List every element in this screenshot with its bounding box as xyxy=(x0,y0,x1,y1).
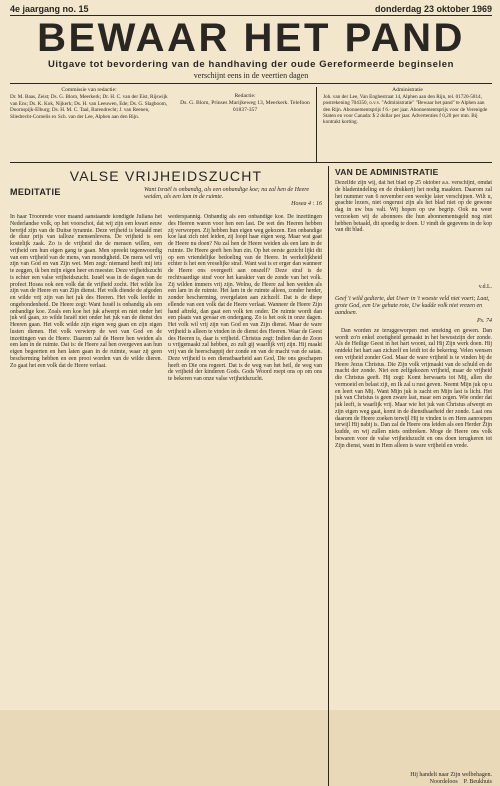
administration-signoff: v.d.L. xyxy=(478,284,492,290)
continued-article: Dan worden ze teruggeworpen met smeking en gewen. Dan wordt zo'n enkel zoetigheid gemaakt in het bewustzijn der zonde. Als de Heilige Geest in het hart woont, zal Hij Zijn werk doen. Hij ontdekt het hart aan zichzelf en leidt tot de bekering. Velen wensen een vrijheid zonder God. Maar de ware vrijheid is te vinden bij de Heere Jezus Christus. Die Zijn volk vrijmaakt van de schuld en de macht der zonde. Niet een zelfgekozen vrijheid, maar de vrijheid die Christus geeft. Hij zegt: Komt herwaarts tot Mij, allen die vermoeid en belast zijt, en Ik zal u rust geven. Neemt Mijn juk op u en leert van Mij. Want Mijn juk is zacht en Mijn last is licht. Het juk van Christus is geen zware last, maar een zegen. Wie onder dat juk leeft, is waarlijk vrij. Maar wie het juk van Christus afwerpt en zijn eigen weg gaat, komt in de dienstbaarheid der zonde. Laat ons daarom de Heere zoeken terwijl Hij te vinden is en Hem aanroepen terwijl Hij nabij is. Dan zal de Heere ons leiden als een Herder Zijn kudde, en wij zullen niets ontbreken. Moge de Heere ons volk bewaren voor de valse vrijheidszucht en ons doen terugkeren tot Zijn dienst, want in Hem alleen is ware vrijheid en vrede. xyxy=(335,327,492,449)
admin-block xyxy=(316,87,492,162)
admin-text: Joh. van der Lee, Van Enghestraat 14, Alphen aan den Rijn, tel. 01720-5814, postrekening 704350, o.v.v. "Administratie" "Bewaar het pand" te Alphen aan den Rijn. Abonnementsprijs f 6.- per jaar. Abonnementsprijs voor de Verenigde Staten en voor Canada: $ 2 dollar per jaar. Advertenties f 0,20 per mm. Bij kontrakt korting. xyxy=(323,94,488,126)
admin-title: Administratie xyxy=(392,87,423,93)
commissie-title: Commissie van redactie: xyxy=(61,87,117,93)
top-line xyxy=(10,4,492,16)
quote-reference: Hosea 4 : 16 xyxy=(291,201,322,207)
redactie-text: Ds. G. Blom, Prinses Marijkeweg 13, Meerkerk. Telefoon 01837-357 xyxy=(180,100,310,113)
redactie-block xyxy=(174,87,316,162)
administration-column xyxy=(328,166,492,786)
commissie-block xyxy=(10,87,174,162)
author-place: Noordeloos xyxy=(429,778,458,785)
masthead-subtitle: Uitgave tot bevordering van de handhaving der oude Gereformeerde beginselen xyxy=(47,59,455,70)
meditation-article xyxy=(10,166,328,786)
psalm-text: Geef 't wild gedierte, dat Uwer in 't woeste veld niet voert; Laat, grote God, een Uw gehate rote, Uw kudde volk niet vrezen en aandoen. xyxy=(335,296,490,317)
article-column-1: In haar Troonrede voor maand aanstaande kondigde Juliana het Nederlandse volk, op het voorschot, dat wij zijn een kwart eeuw bevrijd zijn van de Duitse tyrannie. Deze vrijheid is betaald met de duur prijs van talloze mensenlevens. De vrijheid is een kostelijk zaak. Zo is de vrijheid die de mensen willen, een vrijheid om hun eigen gang te gaan. Men spreekt tegenwoordig van een vrijheid van de mens, van mondigheid. De mens wil vrij zijn van God en van Zijn wet. Men zegt: niemand heeft mij iets te zeggen, ik ben mijn eigen heer en meester. Deze vrijheidszucht is echter een valse vrijheidszucht. Israël was in de dagen van de profeet Hosea ook een volk dat de vrijheid zocht. Het wilde los zijn van de Heere en van Zijn dienst. Het volk diende de afgoden en wilde vrij zijn van het juk des Heeren. Het volk leefde in ongebondenheid. De Heere zegt: Want Israël is onbandig als een onbandige koe. Zoals een koe het juk afwerpt en niet onder het juk wil gaan, zo wilde Israël niet onder het juk van de dienst des Heeren gaan. Het volk wilde zijn eigen weg gaan en zijn eigen lusten dienen. Het volk verwierp de wet van God en de inzettingen van de Heere. Daarom zal de Heere hen weiden als een lam in de ruimte. Dat is: de Heere zal hen overgeven aan hun eigen begeerten en hen laten gaan in de ruimte, waar zij geen bescherming hebben en een prooi worden van de wilde dieren. Zo gaat het een volk dat de Heere verlaat. xyxy=(10,214,162,369)
info-bar xyxy=(10,83,492,163)
scripture-quote xyxy=(144,187,322,208)
meditation-header xyxy=(10,187,322,208)
article-columns xyxy=(10,214,322,629)
administration-heading: VAN DE ADMINISTRATIE xyxy=(335,167,439,177)
quote-text: Want Israël is onbandig, als een onbandige koe; nu zal hen de Heere weiden, als een lam in de ruimte. xyxy=(144,187,310,200)
author-line xyxy=(335,779,492,786)
redactie-title: Redactie: xyxy=(234,93,256,99)
author-name: P. Beukhuis xyxy=(463,778,492,785)
issue-date: donderdag 23 oktober 1969 xyxy=(374,4,492,14)
section-label: MEDITATIE xyxy=(10,187,61,197)
psalm-verse xyxy=(335,296,492,325)
publication-frequency: verschijnt eens in de veertien dagen xyxy=(193,71,309,80)
administration-text: Dezelfde zijn wij, dat het blad op 25 oktober a.s. verschijnt, omdat de bladenindeling en de drukkerij het nodig maakten. Daarom zal het nummer van 6 november een weekje later verschijnen. Wilt u, geachte lezers, niet ongerust zijn als het blad niet op de gewone dag in uw bus valt. Wij hopen op uw begrip. Ook nu weer verzoeken wij de abonnees die hun abonnementsgeld nog niet hebben betaald, dit spoedig te doen. U vindt de gegevens in de kop van dit blad. xyxy=(335,180,492,234)
issue-number: 4e jaargang no. 15 xyxy=(10,4,89,14)
article-headline: VALSE VRIJHEIDSZUCHT xyxy=(69,168,263,184)
article-column-2: wederspannig. Onbandig als een onbandige koe. De inzettingen des Heeren waren voor hen een last. De wet des Heeren hebben zij verworpen. Zij hebben hun eigen weg gekozen. Een onbandige koe laat zich niet leiden, zij loopt haar eigen weg. Maar wat gaat de Heere nu doen? Nu zal hen de Heere weiden als een lam in de ruimte. De Heere geeft hen hun zin. Op het eerste gezicht lijkt dit op een vriendelijke bedoeling van de Heere. In werkelijkheid echter is het een vreselijke straf. Want wat is er erger dan wanneer de Heere ons overgeeft aan onszelf? Deze straf is de rechtvaardige straf voor het karakter van de zonde van het volk. Zij wilden immers vrij zijn. Welnu, de Heere zal hen weiden als een lam in de ruimte. Het lam in de ruimte alleen, zonder herder, zonder bescherming, overgelaten aan zichzelf. Dat is de diepe ellende van een volk dat de Heere verlaat. Wanneer de Heere Zijn hand aftrekt, dan gaat een volk ten onder. De ruimte wordt dan een plaats van gevaar en ondergang. Zo is het ook in onze dagen. Het volk wil vrij zijn van God en van Zijn dienst. Maar de ware vrijheid is alleen te vinden in de dienst des Heeren. Waar de Geest des Heeren is, daar is vrijheid. Christus zegt: Indien dan de Zoon u vrijgemaakt zal hebben, zo zult gij waarlijk vrij zijn. Hij maakt vrij van de heerschappij der zonde en van de macht van de satan. Deze vrijheid is een dienstbaarheid aan God, Die ons geschapen heeft en Die ons regeert. Dat is de weg van het heil, de weg van de vrijheid der kinderen Gods. Gods Woord roept ons op om ons te bekeren van onze valse vrijheidszucht. xyxy=(168,214,322,382)
article-signature xyxy=(335,772,492,786)
masthead-title: BEWAAR HET PAND xyxy=(37,16,465,60)
psalm-reference: Ps. 74 xyxy=(477,317,492,324)
main-content xyxy=(10,166,492,786)
closing-line: Hij handelt naar Zijn welbehagen. xyxy=(410,771,492,778)
commissie-text: Dr. M. Baas, Zeist; Ds. G. Blom, Meerkerk; Dr. H. C. van der Eist, Rijswijk van Ens; Ds. K. Kok, Nijkerk; Ds. H. van Leeuwen, Ede; Ds. G. Slagboom, Doornspijk-Elburg; Ds. H. M. C. Taal, Barendrecht; J. van Reenen, Sliedrecht-Cornelis ex Sch. van der Lee, Alphen aan den Rijn. xyxy=(10,94,168,120)
